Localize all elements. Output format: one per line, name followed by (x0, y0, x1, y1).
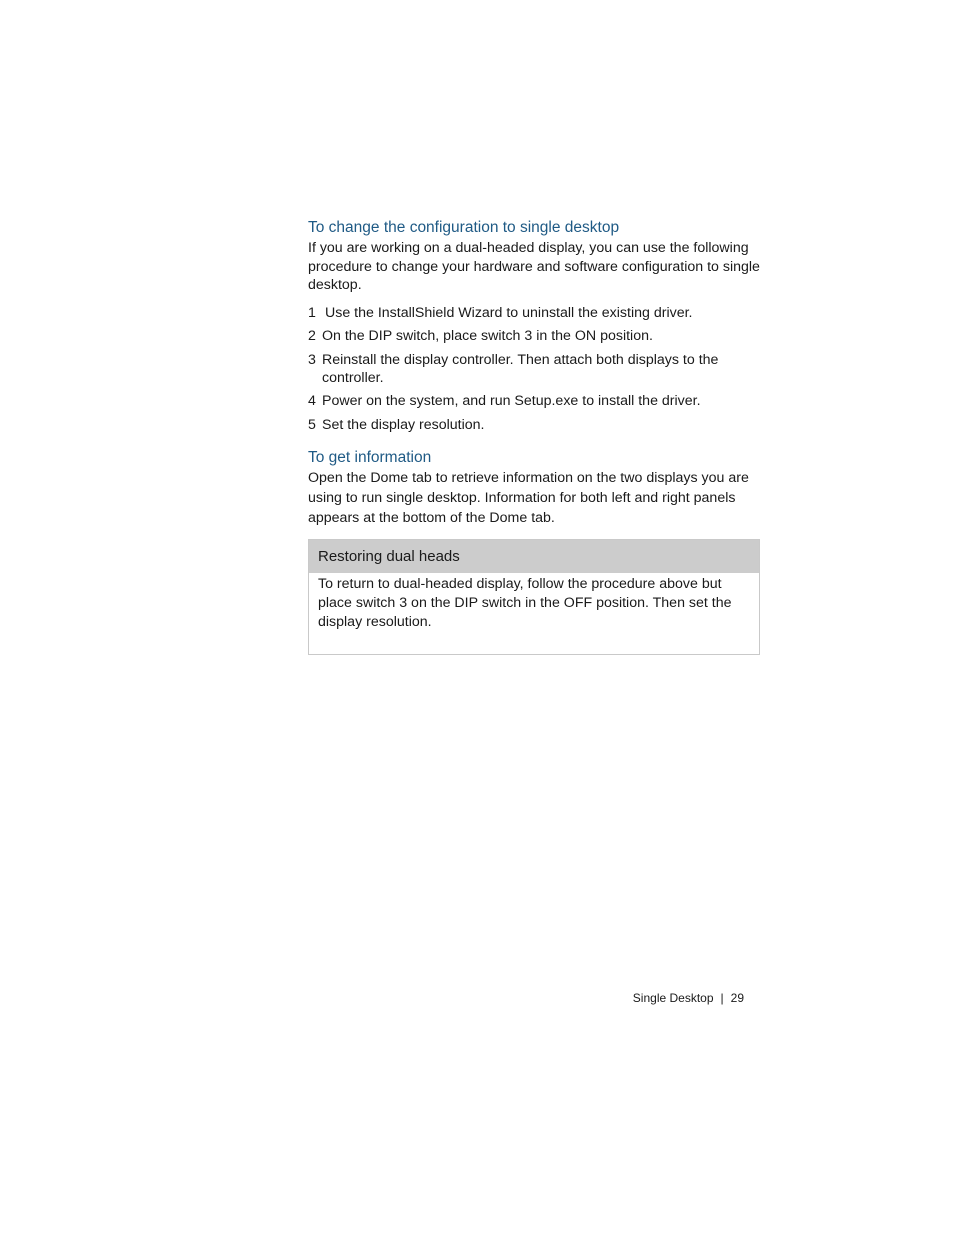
list-item (308, 351, 760, 388)
page-footer (633, 990, 744, 1006)
step-text: Power on the system, and run Setup.exe to install the driver. (322, 393, 701, 410)
list-item (308, 392, 760, 411)
step-text: On the DIP switch, place switch 3 in the ON position. (322, 328, 653, 345)
section-heading-get-information: To get information (308, 449, 432, 467)
list-item (308, 304, 760, 323)
step-number: 3 (308, 351, 316, 368)
intro-paragraph: If you are working on a dual-headed display, you can use the following procedure to change your hardware and software configuration to single desktop. (308, 240, 760, 294)
note-title: Restoring dual heads (309, 540, 759, 573)
procedure-steps (308, 304, 760, 434)
page-number: 29 (730, 991, 744, 1005)
section-get-information (308, 448, 760, 528)
section-heading-change-configuration: To change the configuration to single desktop (308, 219, 620, 236)
footer-section-name: Single Desktop (632, 991, 714, 1005)
step-text: Use the InstallShield Wizard to uninstall the existing driver. (325, 305, 693, 322)
page-content (308, 218, 760, 655)
note-body: To return to dual-headed display, follow the procedure above but place switch 3 on the DIP switch in the OFF position. Then set the display resolution. (318, 575, 732, 630)
section-change-configuration (308, 218, 760, 434)
note-box (308, 539, 760, 655)
step-number: 4 (308, 393, 316, 410)
list-item (308, 416, 760, 435)
step-text: Reinstall the display controller. Then attach both displays to the controller. (322, 351, 719, 387)
step-text: Set the display resolution. (322, 416, 485, 433)
list-item (308, 327, 760, 346)
footer-separator: | (720, 991, 724, 1005)
information-paragraph: Open the Dome tab to retrieve information on the two displays you are using to run single desktop. Information for both left and right panels appears at the bottom of the Dome tab. (308, 470, 749, 526)
step-number: 2 (308, 328, 316, 345)
step-number: 1 (308, 305, 316, 322)
step-number: 5 (308, 416, 316, 433)
